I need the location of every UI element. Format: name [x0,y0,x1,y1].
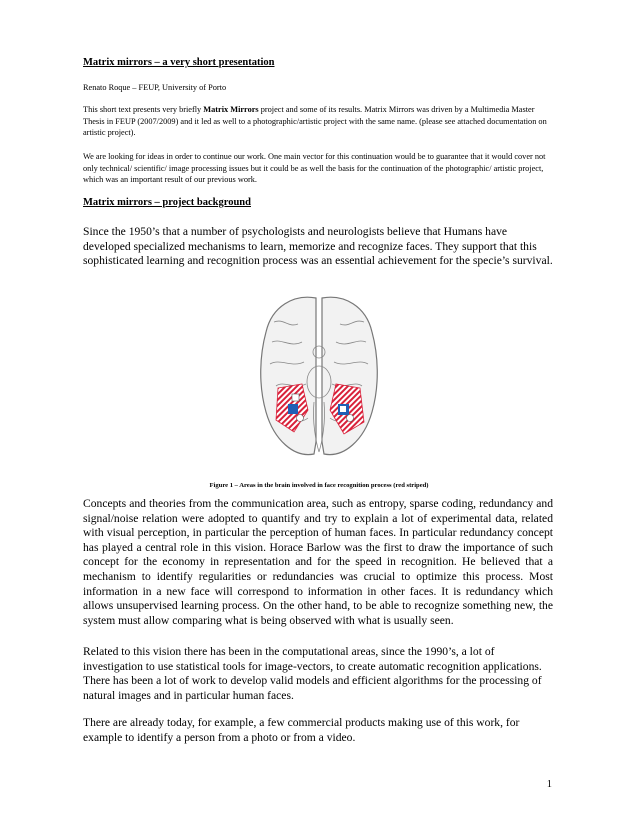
figure-caption: Figure 1 – Areas in the brain involved in face recognition process (red striped) [209,481,429,489]
section-heading: Matrix mirrors – project background [83,197,251,208]
document-title: Matrix mirrors – a very short presentation [83,57,275,68]
computational-paragraph: Related to this vision there has been in the computational areas, since the 1990’s, a lot of investigation to use statistical tools for image-vectors, to create automatic recognition applications. There has been a lot of work to develop valid models and efficient algorithms for the processing of natural images and in particular human faces. [83,645,542,702]
brain-figure [254,292,384,462]
background-paragraph: Since the 1950’s that a number of psychologists and neurologists believe that Humans have developed specialized mechanisms to learn, memorize and recognize faces. They support that this sophisticated learning and recognition process was an essential achievement for the specie’s survival. [83,225,553,268]
page-number: 1 [546,779,552,790]
intro-project-name: Matrix Mirrors [203,105,259,114]
intro-text-start: This short text presents very briefly [83,105,204,114]
concepts-paragraph: Concepts and theories from the communication area, such as entropy, sparse coding, redundancy and signal/noise relation were adopted to quantify and try to explain a lot of experimental data, related with visual perception, in particular the perception of human faces. In particular redundancy concept has played a central role in this vision. Horace Barlow was the first to draw the importance of such concept for the economy in representation and for the speed in recognition. He believed that a mechanism to identify regularities or redundancies was crucial to optimize this process. Most information in a new face will correspond to information in other faces. It is redundancy which allows unsupervised learning process. On the other hand, to be able to recognize something new, the system must allow comparing what is being observed with what is usually seen. [83,497,553,627]
intro-text-end: project and some of its results. Matrix Mirrors was driven by a Multimedia Master Thesis in FEUP (2007/2009) and it led as well to a photographic/artistic project with the same name. (please see attached documentation on artistic project). [83,105,547,138]
author-line: Renato Roque – FEUP, University of Porto [83,83,227,92]
intro-paragraph [83,104,553,139]
ideas-paragraph: We are looking for ideas in order to continue our work. One main vector for this continuation would be to guarantee that it would cover not only technical/ scientific/ image processing issues but it could be as well the basis for the continuation of the photographic/ artistic project, which was an important result of our previous work. [83,152,546,185]
commercial-paragraph: There are already today, for example, a few commercial products making use of this work, for example to identify a person from a photo or from a video. [83,716,520,744]
